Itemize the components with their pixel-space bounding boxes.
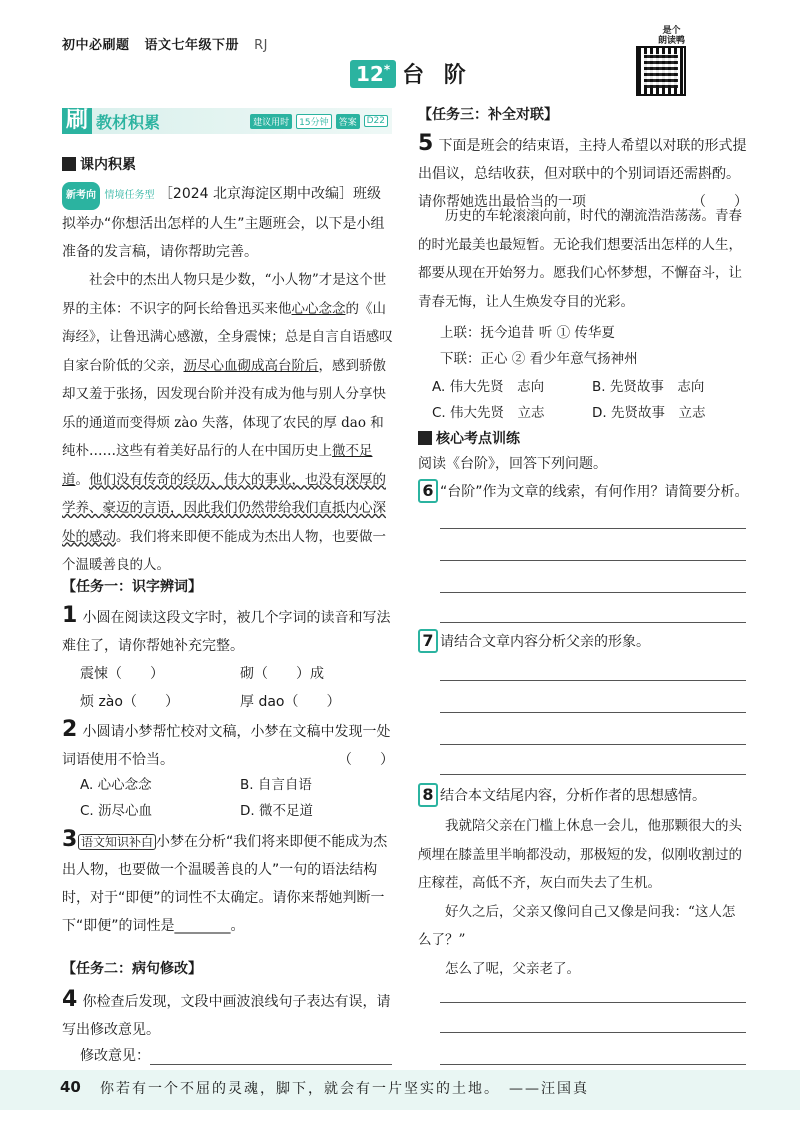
q4-answer-line[interactable] [150, 1064, 392, 1065]
q1-item[interactable]: 砌（ ）成 [240, 666, 324, 682]
question-7: 7 请结合文章内容分析父亲的形象。 [418, 628, 750, 656]
qr-code-icon[interactable] [636, 46, 686, 96]
knowledge-tag: 语文知识补白 [78, 834, 156, 850]
ribbon-title: 教材积累 [96, 112, 161, 132]
qr-label: 是个 朗读鸭 [658, 26, 686, 46]
lesson-title-block [350, 58, 472, 89]
couplet [440, 320, 740, 372]
question-6: 6 “台阶”作为文章的线索，有何作用？请简要分析。 [418, 478, 750, 506]
question-8: 8 结合本文结尾内容，分析作者的思想感情。 [418, 782, 750, 810]
q5-options [432, 374, 752, 426]
answer-page: D22 [364, 115, 388, 127]
wavy-sentence: 他们没有传奇的经历、伟大的事业，也没有深厚的学养、豪迈的言语，因此我们仍然带给我们直抵内心深处的感动 [62, 471, 386, 545]
answer-line[interactable] [440, 712, 746, 713]
task-three-heading: 【任务三：补全对联】 [418, 107, 558, 123]
q1-item[interactable]: 震悚（ ） [80, 666, 164, 682]
question-4: 4 你检查后发现，文段中画波浪线句子表达有误，请写出修改意见。 [62, 987, 391, 1038]
q5-option-a[interactable]: A. 伟大先贤 志向 [432, 379, 545, 395]
answer-line[interactable] [440, 560, 746, 561]
running-header [62, 34, 278, 53]
q5-option-d[interactable]: D. 先贤故事 立志 [592, 405, 706, 421]
answer-line[interactable] [440, 774, 746, 775]
q5-passage: 历史的车轮滚滚向前，时代的潮流浩浩荡荡。青春的时光最美也最短暂。无论我们想要活出怎样的人生，都要从现在开始努力。愿我们心怀梦想，不懈奋斗，让青春无悔，让人生焕发夺目的光彩。 [418, 208, 742, 310]
q5-answer-paren[interactable]: （ ） [692, 194, 748, 210]
answer-line[interactable] [440, 680, 746, 681]
time-label: 建议用时 [250, 114, 292, 129]
question-3: 3 语文知识补白 小梦在分析“我们将来即便不能成为杰出人物，也要做一个温暖善良的人”一句的语法结构时，对于“即便”的词性不太确定。请你来帮她判断一下“即便”的词性是________。 [62, 827, 388, 934]
answer-line[interactable] [440, 1032, 746, 1033]
task-one-heading: 【任务一：识字辨词】 [62, 579, 202, 595]
answer-line[interactable] [440, 744, 746, 745]
q2-options [80, 772, 380, 824]
q1-items [80, 660, 380, 716]
question-5: 5 下面是班会的结束语，主持人希望以对联的形式提出倡议，总结收获，但对联中的个别词语还需斟酌。请你帮她选出最恰当的一项 （ ） [418, 130, 748, 216]
section-heading-2: 核心考点训练 [418, 428, 520, 448]
q2-option-b[interactable]: B. 自言自语 [240, 777, 312, 793]
q5-option-c[interactable]: C. 伟大先贤 立志 [432, 405, 545, 421]
book-name: 初中必刷题 [62, 38, 130, 53]
couplet-upper: 上联：抚今追昔 听 ① 传华夏 [440, 325, 615, 341]
page-number: 40 [60, 1078, 81, 1096]
q2-option-c[interactable]: C. 沥尽心血 [80, 803, 153, 819]
section-heading-1: 课内积累 [62, 154, 136, 174]
answer-line[interactable] [440, 1002, 746, 1003]
q2-answer-paren[interactable]: （ ） [338, 752, 394, 768]
answer-label: 答案 [336, 114, 360, 129]
edition: RJ [254, 38, 268, 53]
couplet-lower: 下联：正心 ② 看少年意气扬神州 [440, 351, 638, 367]
section-ribbon [62, 108, 392, 134]
intro-text: 新考向 情境任务型 ［2024 北京海淀区期中改编］班级拟举办“你想活出怎样的人生”主题班会，以下是小组准备的发言稿，请你帮助完善。 [62, 180, 394, 266]
footer-motto: 你若有一个不屈的灵魂，脚下，就会有一片坚实的土地。 ——汪国真 [100, 1081, 589, 1097]
task-type-label: 情境任务型 [104, 190, 155, 201]
answer-line[interactable] [440, 528, 746, 529]
subject-name: 语文七年级下册 [144, 38, 240, 53]
reading-instruction: 阅读《台阶》，回答下列问题。 [418, 456, 607, 472]
lesson-number-badge: 12* [350, 60, 396, 88]
time-value: 15分钟 [296, 114, 331, 129]
q2-option-a[interactable]: A. 心心念念 [80, 777, 152, 793]
shua-logo: 刷 [62, 108, 92, 134]
task-two-heading: 【任务二：病句修改】 [62, 961, 202, 977]
lesson-title: 台 阶 [402, 63, 472, 88]
q5-option-b[interactable]: B. 先贤故事 志向 [592, 379, 705, 395]
q4-answer-label: 修改意见： [80, 1048, 150, 1064]
passage: 社会中的杰出人物只是少数，“小人物”才是这个世界的主体：不识字的阿长给鲁迅买来他心心念念的《山海经》，让鲁迅满心感激，全身震悚；总是自言自语感叹自家台阶低的父亲，沥尽心血砌成高台阶后，感到骄傲却又羞于张扬，因发现台阶并没有成为他与别人分享快乐的通道而变得烦 zào 失落，体现了农民的厚 dao 和纯朴……这些有着美好品行的人在中国历史上微不足道。他们没有传奇的经历、伟大的事业，也没有深厚的学养、豪迈的言语，因此我们仍然带给我们直抵内心深处的感动。我们将来即便不能成为杰出人物，也要做一个温暖善良的人。 [62, 272, 393, 573]
answer-line[interactable] [440, 592, 746, 593]
answer-line[interactable] [440, 622, 746, 623]
q1-item[interactable]: 烦 zào（ ） [80, 694, 179, 710]
q1-item[interactable]: 厚 dao（ ） [240, 694, 341, 710]
q8-passage: 我就陪父亲在门槛上休息一会儿，他那颗很大的头颅埋在膝盖里半晌都没动，那极短的发，似刚收割过的庄稼茬，高低不齐，灰白而失去了生机。 好久之后，父亲又像问自己又像是问我：“这人怎么了？” 怎么了呢，父亲老了。 [418, 818, 742, 977]
answer-line[interactable] [440, 1064, 746, 1065]
new-trend-badge: 新考向 [62, 182, 100, 210]
question-1: 1 小圆在阅读这段文字时，被几个字词的读音和写法难住了，请你帮她补充完整。 [62, 603, 391, 654]
q2-option-d[interactable]: D. 微不足道 [240, 803, 313, 819]
question-2: 2 小圆请小梦帮忙校对文稿，小梦在文稿中发现一处词语使用不恰当。 （ ） [62, 716, 394, 774]
